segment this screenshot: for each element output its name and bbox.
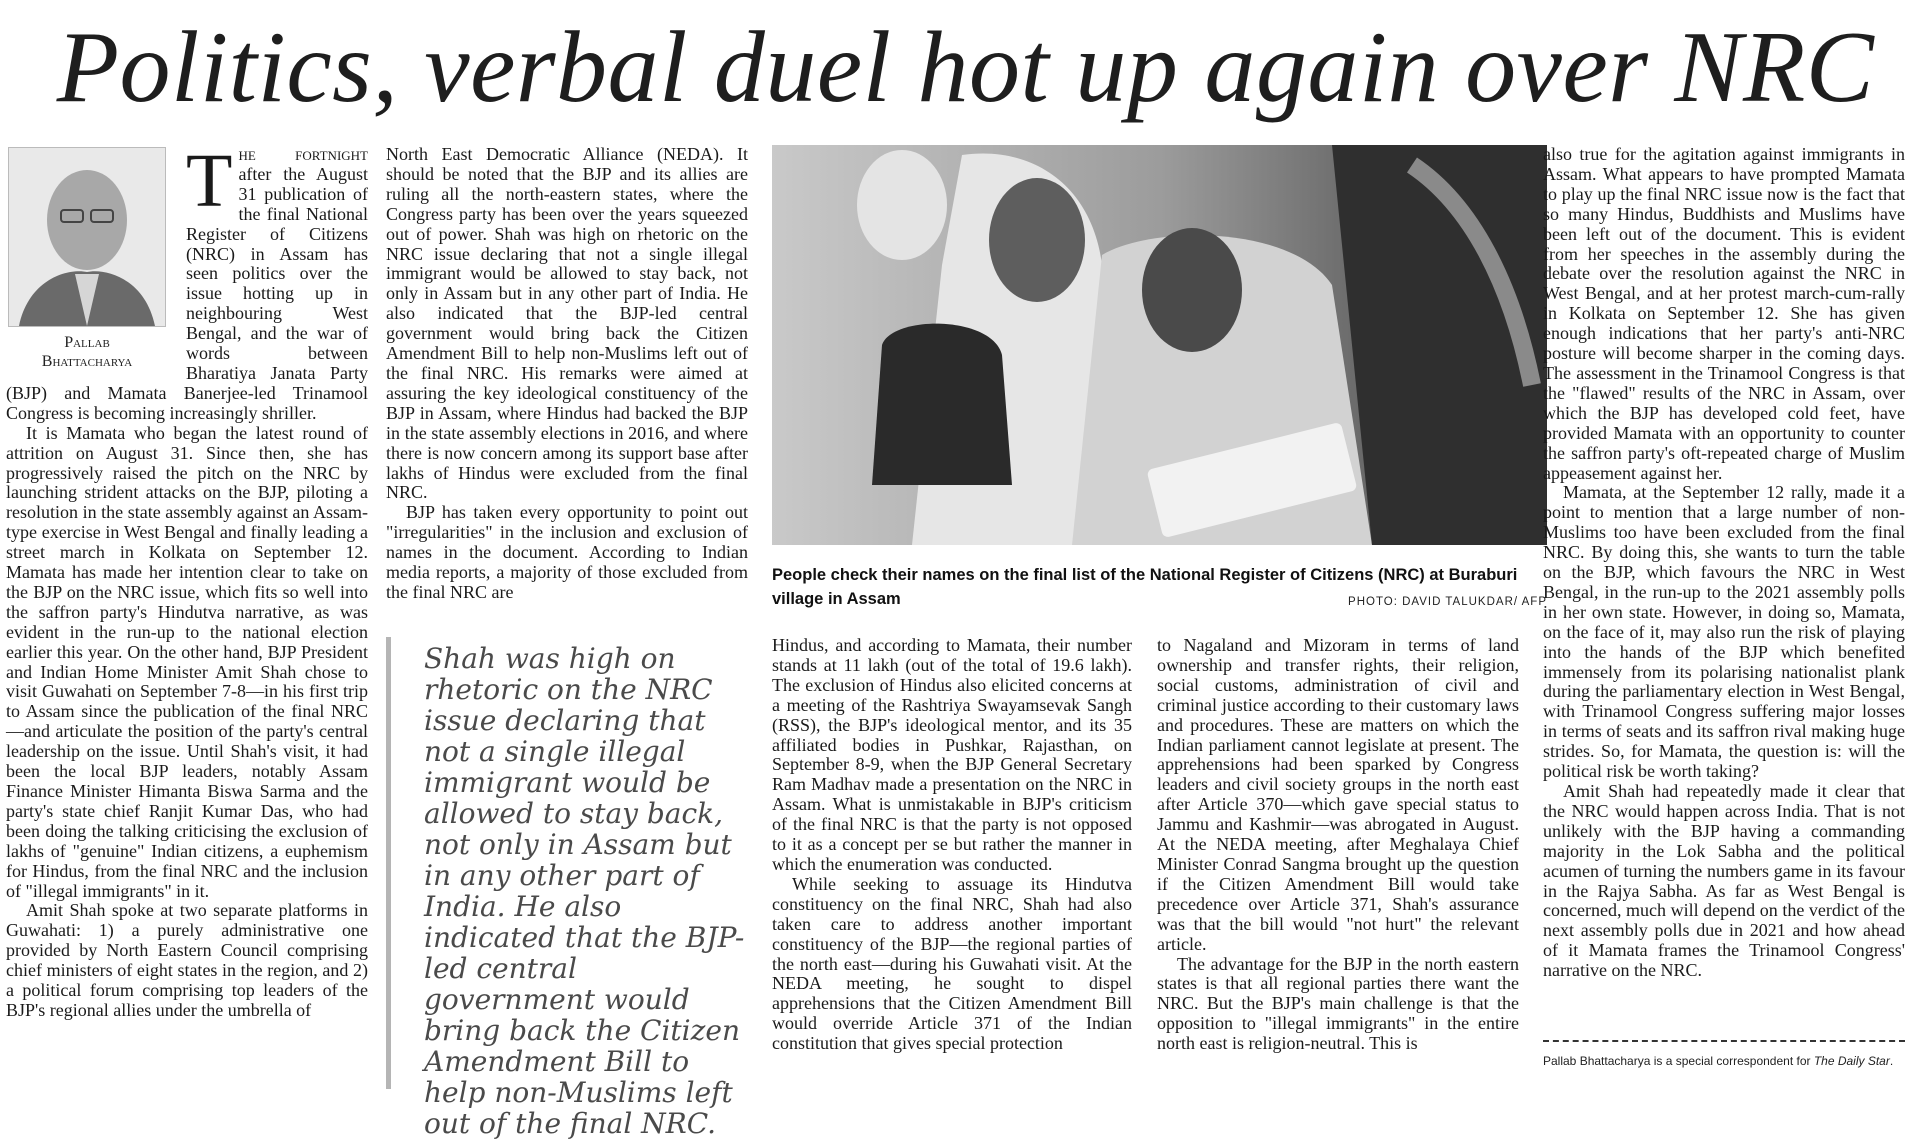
photo-credit: PHOTO: DAVID TALUKDAR/ AFP xyxy=(1348,596,1547,608)
paragraph-8: Amit Shah had repeatedly made it clear that the NRC would happen across India. That is not unlikely with the BJP having a commanding majority in the Lok Sabha and the political acumen of turning the numbers game in its favour in the Rajya Sabha. As far as West Bengal is concerned, much will depend on the verdict of the next assembly polls due in 2021 and how ahead of it Mamata frames the Trinamool Congress' narrative on the NRC. xyxy=(1543,781,1905,981)
pullquote-rule xyxy=(386,637,391,1089)
article-column-5 xyxy=(1543,145,1905,981)
paragraph-5-continued: to Nagaland and Mizoram in terms of land ownership and transfer rights, their religion, social customs, administration of civil and criminal justice according to their customary laws and procedures. These are matters on which the Indian parliament cannot legislate at present. The apprehensions had been sparked by Congress leaders and civil society groups in the north east after Article 370—which gave special status to Jammu and Kashmir—was abrogated in August. At the NEDA meeting, after Meghalaya Chief Minister Conrad Sangma brought up the question if the Citizen Amendment Bill would take precedence over Article 371, Shah's assurance was that the bill would "not hurt" the relevant article. xyxy=(1157,635,1519,954)
tagline-publication: The Daily Star xyxy=(1813,1054,1890,1068)
author-name-line2: Bhattacharya xyxy=(41,353,133,370)
paragraph-4-continued: Hindus, and according to Mamata, their number stands at 11 lakh (out of the total of 19.6 lakh). The exclusion of Hindus also elicited concerns at a meeting of the Rashtriya Swayamsevak Sangh (RSS), the BJP's ideological mentor, and its 35 affiliated bodies in Pushkar, Rajasthan, on September 8-9, when the BJP General Secretary Ram Madhav made a presentation on the NRC in Assam. What is unmistakable in BJP's criticism of the final NRC is that the party is not opposed to it as a concept per se but rather the manner in which the enumeration was conducted. xyxy=(772,635,1132,874)
article-column-3 xyxy=(772,636,1132,1054)
paragraph-6-continued: also true for the agitation against immigrants in Assam. What appears to have prompted Mamata to play up the final NRC issue now is the fact that so many Hindus, Buddhists and Muslims have been left out of the document. This is evident from her speeches in the assembly during the debate over the resolution against the NRC in West Bengal, and at her protest march-cum-rally in Kolkata on September 12. She has given enough indications that her party's anti-NRC posture will become sharper in the coming days. The assessment in the Trinamool Congress is that the "flawed" results of the NRC in Assam, over which the BJP has developed cold feet, have provided Mamata with an opportunity to counter the saffron party's oft-repeated charge of Muslim appeasement against her. xyxy=(1543,144,1905,483)
paragraph-1-lead: he fortnight xyxy=(238,144,368,164)
article-column-1 xyxy=(6,139,368,1021)
paragraph-7: Mamata, at the September 12 rally, made it a point to mention that a large number of non-Muslims too have been excluded from the final NRC. By doing this, she wants to turn the table on the BJP, which favours the NRC in West Bengal, in the run-up to the 2021 assembly polls in her own state. However, in doing so, Mamata, on the face of it, may also run the risk of playing into the hands of the BJP which benefited immensely from its polarising nationalist plank during the parliamentary election in West Bengal, with Trinamool Congress suffering major losses in terms of seats and its saffron rival making huge strides. So, for Mamata, the question is: will the political risk be worth taking? xyxy=(1543,482,1905,782)
drop-cap: T xyxy=(186,139,233,223)
tagline-rule xyxy=(1543,1040,1905,1042)
author-name-line1: Pallab xyxy=(64,334,110,351)
photo-caption: People check their names on the final list of the National Register of Citizens (NRC) at Buraburi village in Assam xyxy=(772,566,1518,608)
paragraph-3: Amit Shah spoke at two separate platforms in Guwahati: 1) a purely administrative one provided by North Eastern Council comprising chief ministers of eight states in the region, and 2) a political forum comprising top leaders of the BJP's regional allies under the umbrella of xyxy=(6,900,368,1020)
author-box xyxy=(6,147,168,371)
author-tagline xyxy=(1543,1054,1905,1069)
paragraph-1-text: after the August 31 publication of the final National Register of Citizens (NRC) in Assam has seen politics over the issue hotting up in neighbouring West Bengal, and the war of words between Bharatiya Janata Party (BJP) and Mamata Banerjee-led Trinamool Congress is becoming increasingly shriller. xyxy=(6,163,368,423)
paragraph-5: While seeking to assuage its Hindutva constituency on the final NRC, Shah had also taken care to address another important constituency of the BJP—the regional parties of the north east—during his Guwahati visit. At the NEDA meeting, he sought to dispel apprehensions that the Citizen Amendment Bill would override Article 371 of the Indian constitution that gives special protection xyxy=(772,873,1132,1054)
headline: Politics, verbal duel hot up again over NRC xyxy=(56,11,1875,124)
paragraph-3-continued: North East Democratic Alliance (NEDA). It should be noted that the BJP and its allies are ruling all the north-eastern states, where the Congress party has been over the years squeezed out of power. Shah was high on rhetoric on the NRC issue declaring that not a single illegal immigrant would be allowed to stay back, not only in Assam but in any other part of India. He also indicated that the BJP-led central government would bring back the Citizen Amendment Bill to help non-Muslims left out of the final NRC. His remarks were aimed at assuring the key ideological constituency of the BJP in Assam, where Hindus had backed the BJP in the state assembly elections in 2016, and where there is now concern among its support base after lakhs of Hindus were excluded from the final NRC. xyxy=(386,144,748,503)
paragraph-6: The advantage for the BJP in the north eastern states is that all regional parties there want the NRC. But the BJP's main challenge is that the opposition to "illegal immigrants" in the entire north east is religion-neutral. This is xyxy=(1157,953,1519,1054)
paragraph-4: BJP has taken every opportunity to point out "irregularities" in the inclusion and exclusion of names in the document. According to Indian media reports, a majority of those excluded from the final NRC are xyxy=(386,502,748,602)
author-photo xyxy=(8,147,166,327)
tagline-end: . xyxy=(1889,1054,1894,1068)
tagline-text: Pallab Bhattacharya is a special correspondent for xyxy=(1543,1054,1814,1068)
pullquote: Shah was high on rhetoric on the NRC issue declaring that not a single illegal immigrant would be allowed to stay back, not only in Assam but in any other part of India. He also indicated that the BJP-led central government would bring back the Citizen Amendment Bill to help non-Muslims left out of the final NRC. xyxy=(424,642,745,1140)
article-column-2 xyxy=(386,145,748,603)
paragraph-2: It is Mamata who began the latest round of attrition on August 31. Since then, she has progressively raised the pitch on the NRC by launching strident attacks on the BJP, piloting a resolution in the state assembly against an Assam-type exercise in West Bengal and finally leading a street march in Kolkata on September 12. Mamata has made her intention clear to take on the BJP on the NRC issue, which fits so well into the saffron party's Hindutva narrative, as was evident in the run-up to the national election earlier this year. On the other hand, BJP President and Indian Home Minister Amit Shah chose to visit Guwahati on September 7-8—in his first trip to Assam since the publication of the final NRC—and articulate the position of the party's central leadership on the issue. Until Shah's visit, it had been the local BJP leaders, notably Assam Finance Minister Himanta Biswa Sarma and the party's state chief Ranjit Kumar Das, who had been doing the talking criticising the exclusion of lakhs of "genuine" Indian citizens, a euphemism for Hindus, from the final NRC and the inclusion of "illegal immigrants" in it. xyxy=(6,422,368,901)
article-column-4 xyxy=(1157,636,1519,1054)
news-photo xyxy=(772,145,1547,545)
